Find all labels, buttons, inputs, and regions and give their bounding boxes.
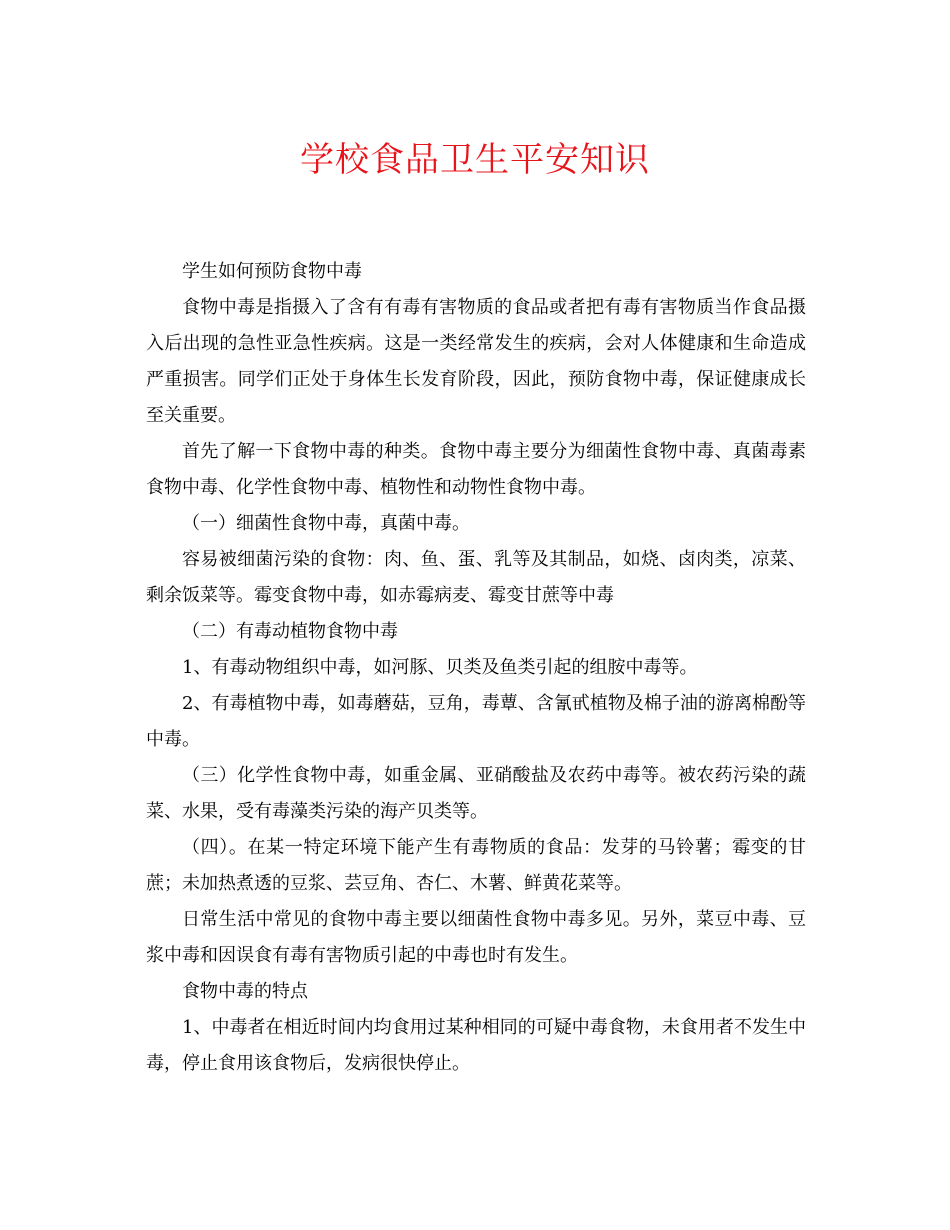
paragraph-types-intro: 首先了解一下食物中毒的种类。食物中毒主要分为细菌性食物中毒、真菌毒素食物中毒、化学性食物中毒、植物性和动物性食物中毒。 — [146, 441, 806, 498]
paragraph-heading-characteristics: 食物中毒的特点 — [182, 981, 308, 1002]
paragraph-type-2: （二）有毒动植物食物中毒 — [182, 621, 398, 642]
paragraph-characteristic-1: 1、中毒者在相近时间内均食用过某种相同的可疑中毒食物，未食用者不发生中毒，停止食用该食物后，发病很快停止。 — [146, 1017, 806, 1074]
paragraph-type-3: （三）化学性食物中毒，如重金属、亚硝酸盐及农药中毒等。被农药污染的蔬菜、水果，受有毒藻类污染的海产贝类等。 — [146, 765, 806, 822]
paragraph-type-2-item-1: 1、有毒动物组织中毒，如河豚、贝类及鱼类引起的组胺中毒等。 — [182, 657, 698, 678]
document-body — [146, 254, 806, 1082]
paragraph-type-1-detail: 容易被细菌污染的食物：肉、鱼、蛋、乳等及其制品，如烧、卤肉类，凉菜、剩余饭菜等。霉变食物中毒，如赤霉病麦、霉变甘蔗等中毒 — [146, 549, 806, 606]
paragraph-type-2-item-2: 2、有毒植物中毒，如毒蘑菇，豆角，毒蕈、含氰甙植物及棉子油的游离棉酚等中毒。 — [146, 693, 806, 750]
paragraph-definition: 食物中毒是指摄入了含有有毒有害物质的食品或者把有毒有害物质当作食品摄入后出现的急性亚急性疾病。这是一类经常发生的疾病，会对人体健康和生命造成严重损害。同学们正处于身体生长发育阶段，因此，预防食物中毒，保证健康成长至关重要。 — [146, 297, 806, 426]
paragraph-common-cases: 日常生活中常见的食物中毒主要以细菌性食物中毒多见。另外，菜豆中毒、豆浆中毒和因误食有毒有害物质引起的中毒也时有发生。 — [146, 909, 806, 966]
paragraph-type-4: （四）。在某一特定环境下能产生有毒物质的食品：发芽的马铃薯；霉变的甘蔗；未加热煮透的豆浆、芸豆角、杏仁、木薯、鲜黄花菜等。 — [146, 837, 806, 894]
paragraph-heading-prevention: 学生如何预防食物中毒 — [182, 261, 362, 282]
paragraph-type-1: （一）细菌性食物中毒，真菌中毒。 — [182, 513, 470, 534]
document-title: 学校食品卫生平安知识 — [300, 140, 650, 180]
